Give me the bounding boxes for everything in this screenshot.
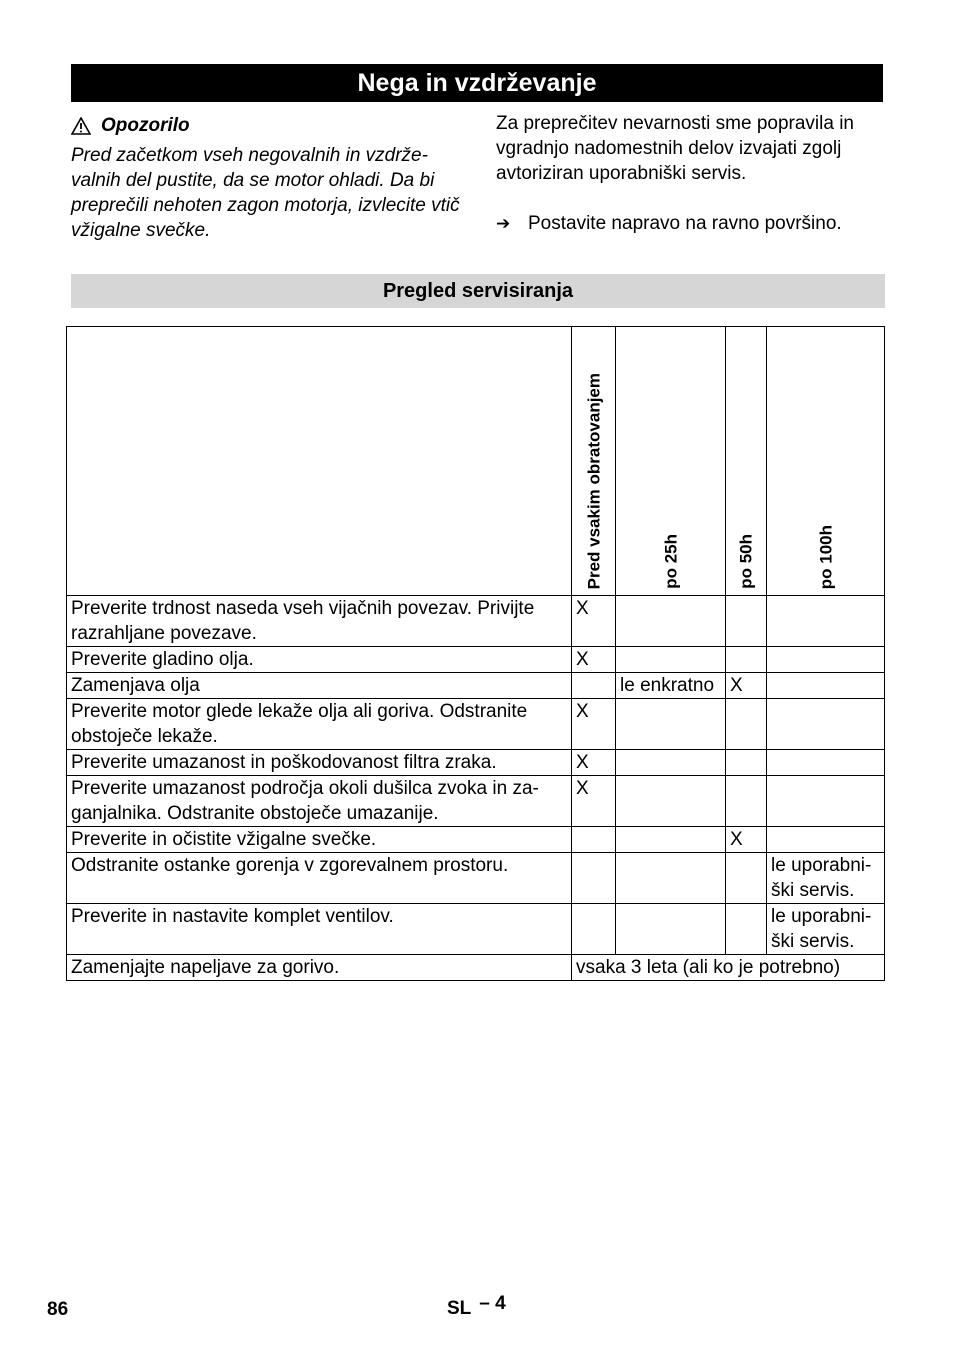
merged-interval-cell: vsaka 3 leta (ali ko je potrebno) — [572, 955, 885, 981]
service-table — [66, 326, 885, 981]
table-cell — [616, 647, 726, 673]
table-row — [67, 853, 885, 904]
table-cell — [726, 596, 767, 647]
table-cell: X — [572, 647, 616, 673]
table-row — [67, 673, 885, 699]
table-cell — [726, 853, 767, 904]
column-header-label: po 25h — [661, 534, 680, 589]
table-cell — [726, 750, 767, 776]
task-cell: Preverite in nastavite komplet ventilov. — [67, 904, 572, 955]
table-cell: X — [572, 699, 616, 750]
task-cell: Preverite motor glede lekaže olja ali goriva. Odstranite obstoječe lekaže. — [67, 699, 572, 750]
table-cell: X — [572, 596, 616, 647]
task-cell: Preverite umazanost področja okoli dušilca zvoka in za-ganjalnika. Odstranite obstoječe umazanije. — [67, 776, 572, 827]
task-cell: Preverite trdnost naseda vseh vijačnih povezav. Privijte razrahljane povezave. — [67, 596, 572, 647]
column-header — [767, 327, 885, 596]
column-header-label: po 100h — [816, 524, 835, 589]
table-row — [67, 776, 885, 827]
page-title: Nega in vzdrževanje — [71, 64, 883, 102]
table-cell: le uporabni-ški servis. — [767, 904, 885, 955]
language-code: SL — [447, 1298, 472, 1319]
table-cell — [767, 596, 885, 647]
table-cell — [767, 673, 885, 699]
footer-language — [447, 1293, 506, 1320]
table-cell — [572, 673, 616, 699]
table-cell: X — [572, 750, 616, 776]
repair-note: Za preprečitev nevarnosti sme popravila in vgradnjo nadomestnih delov izvajati zgolj avtoriziran uporabniški servis. — [496, 113, 855, 184]
table-row — [67, 699, 885, 750]
table-cell: le uporabni-ški servis. — [767, 853, 885, 904]
table-cell — [767, 776, 885, 827]
warning-heading — [71, 115, 190, 137]
arrow-right-icon: ➔ — [496, 214, 511, 233]
task-cell: Zamenjajte napeljave za gorivo. — [67, 955, 572, 981]
table-cell — [616, 853, 726, 904]
table-cell — [572, 827, 616, 853]
task-cell: Odstranite ostanke gorenja v zgorevalnem prostoru. — [67, 853, 572, 904]
column-header-label: Pred vsakim obratovanjem — [584, 372, 603, 589]
column-header — [726, 327, 767, 596]
column-header — [616, 327, 726, 596]
table-cell — [572, 853, 616, 904]
table-cell — [767, 827, 885, 853]
table-cell — [767, 750, 885, 776]
column-header-label: po 50h — [736, 534, 756, 589]
task-cell: Preverite gladino olja. — [67, 647, 572, 673]
table-cell — [767, 647, 885, 673]
table-cell — [726, 647, 767, 673]
page-number: 86 — [47, 1299, 69, 1320]
warning-text: Pred začetkom vseh negovalnih in vzdrže-valnih del pustite, da se motor ohladi. Da bi preprečili nehoten zagon motorja, izvlecite vtič vžigalne svečke. — [71, 145, 460, 241]
task-column-header — [67, 327, 572, 596]
table-cell — [616, 699, 726, 750]
table-cell — [726, 904, 767, 955]
instruction-step-text: Postavite napravo na ravno površino. — [528, 213, 842, 234]
table-cell — [726, 699, 767, 750]
table-cell — [767, 699, 885, 750]
table-cell — [616, 827, 726, 853]
table-cell — [616, 750, 726, 776]
column-header — [572, 327, 616, 596]
table-header-row — [67, 327, 885, 596]
sub-page-number: – 4 — [479, 1293, 506, 1314]
table-cell — [572, 904, 616, 955]
table-cell — [616, 596, 726, 647]
table-row — [67, 904, 885, 955]
task-cell: Zamenjava olja — [67, 673, 572, 699]
table-row — [67, 750, 885, 776]
table-cell — [616, 776, 726, 827]
table-row — [67, 647, 885, 673]
table-cell: X — [726, 827, 767, 853]
warning-triangle-icon — [71, 117, 91, 135]
table-row — [67, 596, 885, 647]
task-cell: Preverite umazanost in poškodovanost filtra zraka. — [67, 750, 572, 776]
table-cell: X — [726, 673, 767, 699]
table-cell — [726, 776, 767, 827]
table-cell: X — [572, 776, 616, 827]
section-title: Pregled servisiranja — [71, 274, 885, 308]
table-cell: le enkratno — [616, 673, 726, 699]
table-row — [67, 955, 885, 981]
task-cell: Preverite in očistite vžigalne svečke. — [67, 827, 572, 853]
instruction-step — [496, 211, 842, 236]
table-row — [67, 827, 885, 853]
table-cell — [616, 904, 726, 955]
warning-heading-label: Opozorilo — [101, 115, 190, 136]
